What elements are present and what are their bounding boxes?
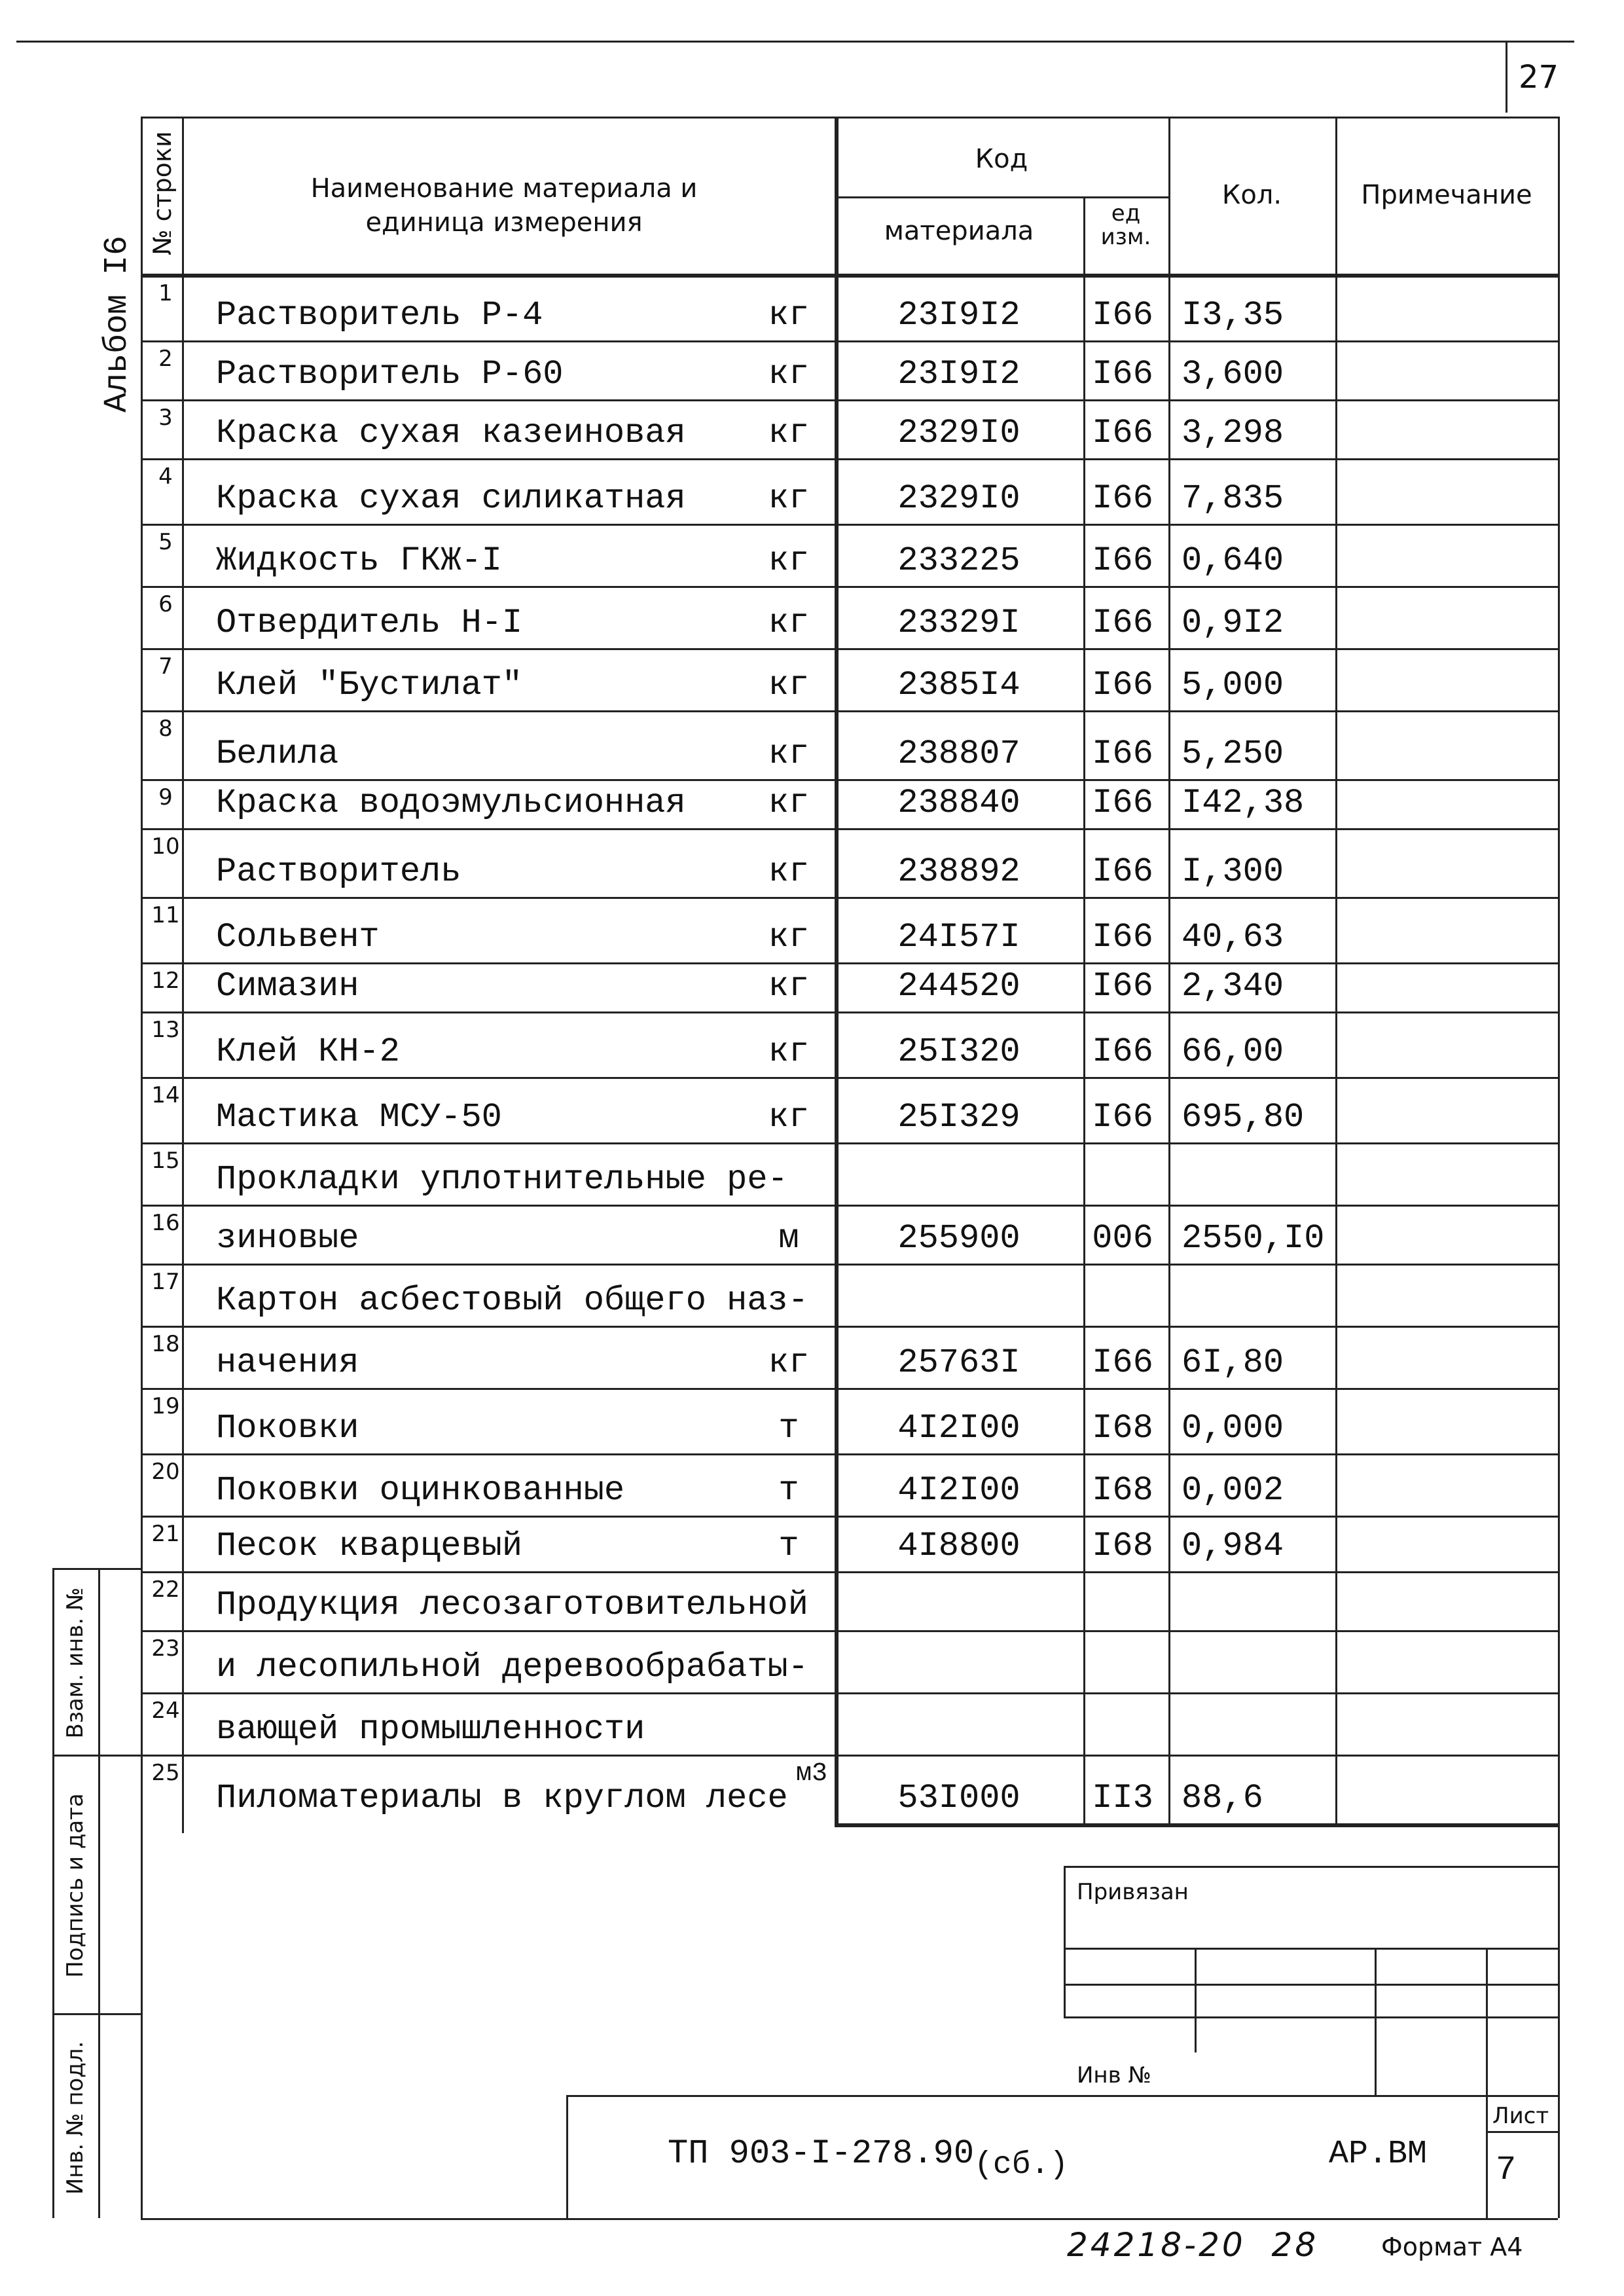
stamp-main-left <box>566 2095 568 2218</box>
unit-code: I68 <box>1092 1527 1153 1565</box>
material-name: Мастика МСУ-50 <box>216 1098 502 1137</box>
table-row <box>0 1453 1624 1516</box>
unit-code: I66 <box>1092 1032 1153 1071</box>
unit: м <box>778 1219 799 1258</box>
quantity: 0,984 <box>1182 1527 1284 1565</box>
header-name: Наименование материала и единица измерения <box>310 173 698 238</box>
row-number: 12 <box>151 968 180 994</box>
table-row <box>0 1077 1624 1142</box>
material-code: 25I329 <box>897 1098 1020 1137</box>
unit: кг <box>768 604 810 642</box>
row-number: 9 <box>158 784 173 811</box>
material-code: 4I2I00 <box>897 1471 1020 1510</box>
unit-code: I68 <box>1092 1409 1153 1448</box>
table-row <box>0 710 1624 779</box>
unit: кг <box>768 967 810 1006</box>
row-number: 24 <box>151 1698 180 1724</box>
stamp-vline2 <box>1375 1948 1377 2095</box>
header-code: Код <box>975 144 1028 174</box>
unit-code: I66 <box>1092 1098 1153 1137</box>
table-row <box>0 779 1624 828</box>
material-name: начения <box>216 1343 359 1382</box>
quantity: I42,38 <box>1182 784 1305 822</box>
table-row <box>0 275 1624 340</box>
unit-code: I66 <box>1092 604 1153 642</box>
quantity: 66,00 <box>1182 1032 1284 1071</box>
material-name: и лесопильной деревообрабаты- <box>216 1648 808 1686</box>
material-name: Краска сухая казеиновая <box>216 414 686 452</box>
table-row <box>0 897 1624 962</box>
quantity: 5,250 <box>1182 735 1284 773</box>
quantity: 2550,I0 <box>1182 1219 1325 1258</box>
unit-code: I66 <box>1092 296 1153 335</box>
unit: кг <box>768 541 810 580</box>
quantity: 40,63 <box>1182 918 1284 957</box>
row-number: 21 <box>151 1521 180 1547</box>
row-number: 19 <box>151 1393 180 1419</box>
material-name: Симазин <box>216 967 359 1006</box>
unit: кг <box>768 296 810 335</box>
footer-handwritten: 24218-20 28 <box>1067 2226 1319 2264</box>
material-code: 238840 <box>897 784 1020 822</box>
side-inv: Инв. № подл. <box>62 2041 88 2195</box>
frame-bottom <box>141 2218 1558 2220</box>
material-name: Белила <box>216 735 339 773</box>
material-code: 244520 <box>897 967 1020 1006</box>
stamp-doc-suffix: (сб.) <box>974 2147 1069 2183</box>
material-code: 2329I0 <box>897 479 1020 518</box>
quantity: 0,640 <box>1182 541 1284 580</box>
table-row <box>0 1142 1624 1205</box>
quantity: 5,000 <box>1182 666 1284 704</box>
unit-code: II3 <box>1092 1779 1153 1817</box>
stamp-privyazan: Привязан <box>1077 1879 1189 1905</box>
header-row-no: № строки <box>148 131 177 255</box>
stamp-doc-number: ТП 903-I-278.90 <box>668 2134 975 2173</box>
material-code: 238892 <box>897 852 1020 891</box>
unit: кг <box>768 735 810 773</box>
table-row <box>0 648 1624 710</box>
material-name: Растворитель Р-4 <box>216 296 543 335</box>
table-row <box>0 962 1624 1011</box>
quantity: 0,002 <box>1182 1471 1284 1510</box>
material-name: Краска сухая силикатная <box>216 479 686 518</box>
material-name: зиновые <box>216 1219 359 1258</box>
stamp-inv-no: Инв № <box>1077 2062 1151 2088</box>
material-name: вающей промышленности <box>216 1710 645 1749</box>
material-name: Прокладки уплотнительные ре- <box>216 1160 788 1199</box>
unit: кг <box>768 852 810 891</box>
quantity: 2,340 <box>1182 967 1284 1006</box>
unit-code: I66 <box>1092 414 1153 452</box>
material-name: Песок кварцевый <box>216 1527 523 1565</box>
stamp-sheet-label: Лист <box>1492 2103 1549 2129</box>
stamp-line2 <box>1064 1984 1558 1986</box>
table-bottom-line <box>835 1823 1558 1827</box>
unit-code: I66 <box>1092 666 1153 704</box>
row-number: 13 <box>151 1017 180 1043</box>
table-row <box>0 1011 1624 1077</box>
side-podpis: Подпись и дата <box>62 1793 88 1978</box>
unit-code: I66 <box>1092 541 1153 580</box>
unit-code: I66 <box>1092 967 1153 1006</box>
side-vzam: Взам. инв. № <box>62 1587 88 1739</box>
quantity: I,300 <box>1182 852 1284 891</box>
quantity: 0,9I2 <box>1182 604 1284 642</box>
row-number: 4 <box>158 464 173 490</box>
row-number: 1 <box>158 280 173 306</box>
row-number: 10 <box>151 833 180 860</box>
row-number: 5 <box>158 529 173 555</box>
side-strip-top <box>52 1568 141 1570</box>
material-code: 4I2I00 <box>897 1409 1020 1448</box>
unit: т <box>778 1527 799 1565</box>
album-label: Альбом I6 <box>99 235 136 413</box>
unit: кг <box>768 355 810 393</box>
stamp-code: АР.ВМ <box>1329 2136 1428 2173</box>
material-name: Клей "Бустилат" <box>216 666 523 704</box>
material-name: Пиломатериалы в круглом лесе <box>216 1779 788 1817</box>
quantity: 0,000 <box>1182 1409 1284 1448</box>
table-row <box>0 1755 1624 1823</box>
table-row <box>0 458 1624 524</box>
row-number: 6 <box>158 591 173 617</box>
table-row <box>0 399 1624 458</box>
unit: т <box>778 1409 799 1448</box>
material-name: Жидкость ГКЖ-I <box>216 541 502 580</box>
quantity: 3,600 <box>1182 355 1284 393</box>
material-code: 25I320 <box>897 1032 1020 1071</box>
table-row <box>0 1205 1624 1264</box>
frame-top <box>141 117 1558 118</box>
material-code: 24I57I <box>897 918 1020 957</box>
stamp-line3 <box>1064 2016 1558 2018</box>
header-unit-code: ед изм. <box>1100 200 1151 250</box>
top-border-line <box>16 41 1574 43</box>
material-name: Отвердитель Н-I <box>216 604 523 642</box>
table-row <box>0 1692 1624 1755</box>
header-material: материала <box>884 216 1034 246</box>
stamp-top-line <box>1064 1866 1558 1868</box>
material-code: 25763I <box>897 1343 1020 1382</box>
material-code: 23I9I2 <box>897 355 1020 393</box>
unit-code: I66 <box>1092 918 1153 957</box>
stamp-vline1 <box>1195 1948 1197 2052</box>
unit: кг <box>768 414 810 452</box>
material-code: 238807 <box>897 735 1020 773</box>
row-number: 20 <box>151 1459 180 1485</box>
quantity: 6I,80 <box>1182 1343 1284 1382</box>
material-name: Клей КН-2 <box>216 1032 400 1071</box>
row-number: 14 <box>151 1082 180 1108</box>
material-code: 2385I4 <box>897 666 1020 704</box>
page-number-box-left <box>1506 41 1507 113</box>
stamp-vline3 <box>1486 1948 1488 2218</box>
unit-code: 006 <box>1092 1219 1153 1258</box>
material-name: Растворитель Р-60 <box>216 355 564 393</box>
unit: т <box>778 1471 799 1510</box>
table-row <box>0 524 1624 586</box>
row-number: 2 <box>158 346 173 372</box>
header-note: Примечание <box>1361 180 1532 210</box>
table-row <box>0 1326 1624 1388</box>
unit: кг <box>768 666 810 704</box>
stamp-sheet-line <box>1486 2131 1558 2133</box>
table-row <box>0 1264 1624 1326</box>
row-number: 18 <box>151 1331 180 1357</box>
row-number: 7 <box>158 653 173 680</box>
material-name: Картон асбестовый общего наз- <box>216 1281 808 1320</box>
stamp-left-line <box>1064 1866 1066 2016</box>
unit: кг <box>768 918 810 957</box>
row-number: 22 <box>151 1576 180 1603</box>
unit: кг <box>768 1343 810 1382</box>
row-number: 8 <box>158 716 173 742</box>
table-row <box>0 828 1624 897</box>
material-code: 4I8800 <box>897 1527 1020 1565</box>
material-name: Продукция лесозаготовительной <box>216 1586 808 1624</box>
unit: кг <box>768 479 810 518</box>
row-number: 11 <box>151 902 180 928</box>
unit: кг <box>768 1032 810 1071</box>
unit: кг <box>768 1098 810 1137</box>
footer-format: Формат А4 <box>1381 2232 1523 2261</box>
quantity: 3,298 <box>1182 414 1284 452</box>
unit-code: I68 <box>1092 1471 1153 1510</box>
unit-code: I66 <box>1092 355 1153 393</box>
side-strip-div1 <box>52 1755 141 1757</box>
unit-code: I66 <box>1092 735 1153 773</box>
header-code-sub-line <box>835 196 1168 198</box>
stamp-main-top <box>566 2095 1558 2097</box>
row-number: 17 <box>151 1269 180 1295</box>
page-number: 27 <box>1519 59 1559 96</box>
material-code: 233225 <box>897 541 1020 580</box>
material-code: 23I9I2 <box>897 296 1020 335</box>
unit: кг <box>768 784 810 822</box>
material-name: Сольвент <box>216 918 380 957</box>
material-code: 23329I <box>897 604 1020 642</box>
material-name: Поковки <box>216 1409 359 1448</box>
stamp-doc <box>668 2134 1069 2183</box>
stamp-line1 <box>1064 1948 1558 1950</box>
table-row <box>0 1388 1624 1453</box>
header-qty: Кол. <box>1221 180 1282 210</box>
quantity: 695,80 <box>1182 1098 1305 1137</box>
material-name: Краска водоэмульсионная <box>216 784 686 822</box>
side-strip-mid <box>98 1568 100 2218</box>
table-row <box>0 1571 1624 1630</box>
material-name: Поковки оцинкованные <box>216 1471 625 1510</box>
unit-code: I66 <box>1092 784 1153 822</box>
material-code: 53I000 <box>897 1779 1020 1817</box>
unit-code: I66 <box>1092 479 1153 518</box>
quantity: I3,35 <box>1182 296 1284 335</box>
quantity: 88,6 <box>1182 1779 1263 1817</box>
table-row <box>0 1630 1624 1692</box>
row-number: 16 <box>151 1210 180 1236</box>
side-strip-div2 <box>52 2013 141 2015</box>
row-number: 3 <box>158 405 173 431</box>
stamp-sheet: 7 <box>1496 2151 1517 2189</box>
material-code: 2329I0 <box>897 414 1020 452</box>
material-code: 255900 <box>897 1219 1020 1258</box>
side-strip-left <box>52 1568 54 2218</box>
unit-code: I66 <box>1092 852 1153 891</box>
row-number: 23 <box>151 1635 180 1662</box>
row-number: 25 <box>151 1760 180 1786</box>
row-number: 15 <box>151 1148 180 1174</box>
material-name: Растворитель <box>216 852 461 891</box>
unit: м3 <box>795 1759 827 1789</box>
unit-code: I66 <box>1092 1343 1153 1382</box>
table-row <box>0 340 1624 399</box>
quantity: 7,835 <box>1182 479 1284 518</box>
table-row <box>0 586 1624 648</box>
table-row <box>0 1516 1624 1571</box>
